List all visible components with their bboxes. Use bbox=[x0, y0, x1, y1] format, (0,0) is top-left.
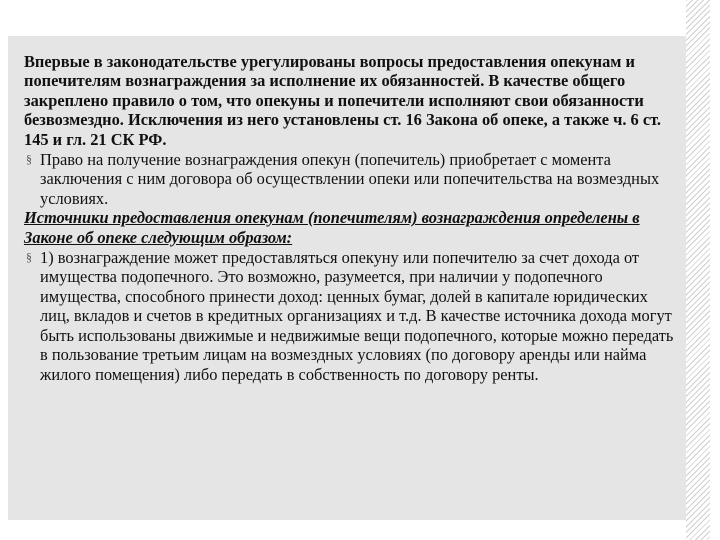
bullet-text-contract: Право на получение вознаграждения опекун (попечитель) приобретает с момента заключения с ним договора об осуществлении опеки или попечительства на возмездных условиях. bbox=[40, 150, 660, 208]
bullet-item-contract bbox=[24, 150, 680, 208]
slide-content bbox=[24, 52, 680, 384]
bullet-text-income: 1) вознаграждение может предоставляться опекуну или попечителю за счет дохода от имущества подопечного. Это возможно, разумеется, при наличии у подопечного имущества, способного принести доход: ценных бумаг, долей в капитале юридических лиц, вкладов и счетов в кредитных организациях и т.д. В качестве источника дохода могут быть использованы движимые и недвижимые вещи подопечного, которые можно передать в пользование третьим лицам на возмездных условиях (по договору аренды или найма жилого помещения) либо передать в собственность по договору ренты. bbox=[40, 248, 674, 384]
decorative-stripe-pattern bbox=[686, 0, 710, 540]
intro-paragraph: Впервые в законодательстве урегулированы вопросы предоставления опекунам и попечителям вознаграждения за исполнение их обязанностей. В качестве общего закреплено правило о том, что опекуны и попечители исполняют свои обязанности безвозмездно. Исключения из него установлены ст. 16 Закона об опеке, а также ч. 6 ст. 145 и гл. 21 СК РФ. bbox=[24, 52, 662, 149]
bullet-item-income bbox=[24, 248, 680, 384]
section-bullet-icon: § bbox=[26, 250, 32, 265]
sources-subheading: Источники предоставления опекунам (попечителям) вознаграждения определены в Законе об опеке следующим образом: bbox=[24, 208, 640, 247]
section-bullet-icon: § bbox=[26, 152, 32, 167]
